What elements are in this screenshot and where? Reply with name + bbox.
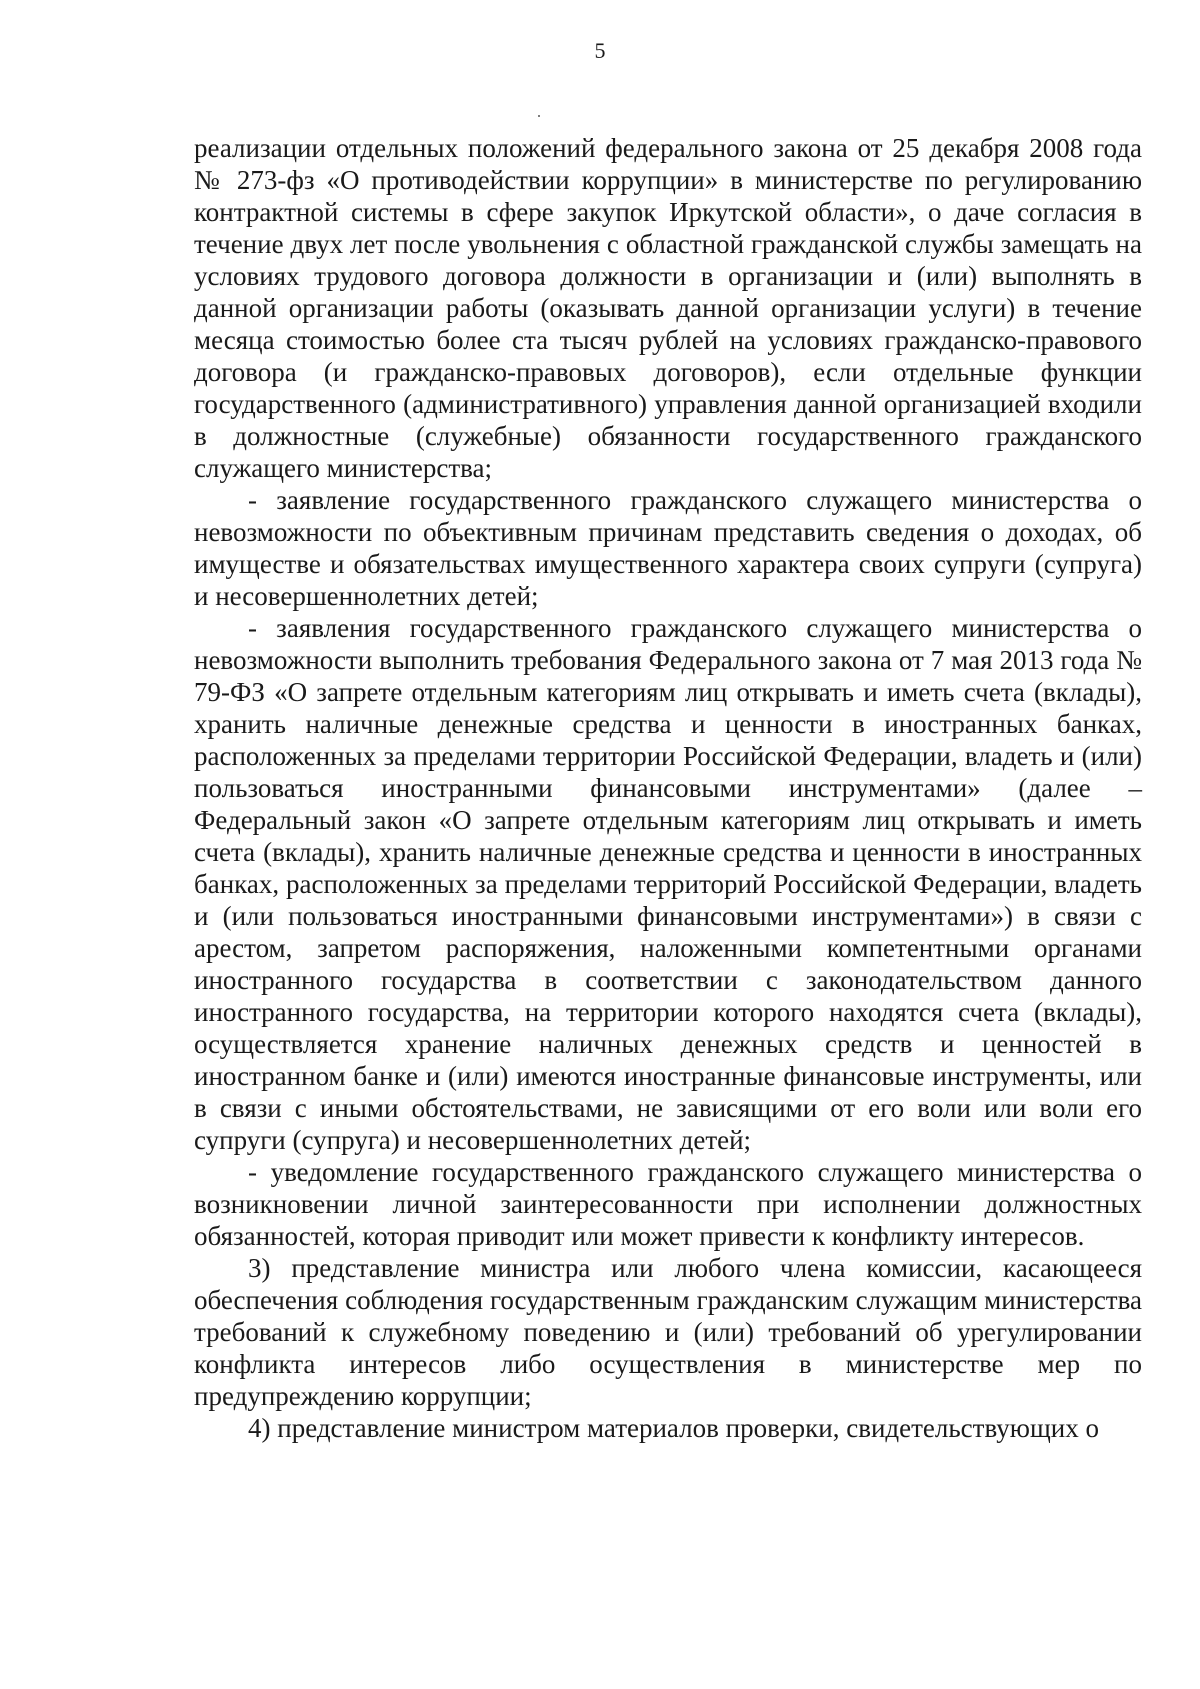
paragraph-item-3: 3) представление министра или любого члена комиссии, касающееся обеспечения соблюдения государственным гражданским служащим министерства требований к служебному поведению и (или) требований об урегулировании конфликта интересов либо осуществления в министерстве мер по предупреждению коррупции; [194, 1253, 1142, 1411]
page-number: 5 [594, 38, 606, 63]
paragraph-statement-income: - заявление государственного гражданского служащего министерства о невозможности по объективным причинам представить сведения о доходах, об имуществе и обязательствах имущественного характера своих супруги (супруга) и несовершеннолетних детей; [194, 485, 1142, 611]
paragraph-notice-conflict: - уведомление государственного гражданского служащего министерства о возникновении личной заинтересованности при исполнении должностных обязанностей, которая приводит или может привести к конфликту интересов. [194, 1157, 1142, 1251]
scan-speck [538, 115, 540, 117]
document-body [194, 132, 1142, 1444]
paragraph-item-4: 4) представление министром материалов проверки, свидетельствующих о [248, 1413, 1099, 1443]
paragraph-continuation: реализации отдельных положений федерального закона от 25 декабря 2008 года № 273-фз «О противодействии коррупции» в министерстве по регулированию контрактной системы в сфере закупок Иркутской области», о даче согласия в течение двух лет после увольнения с областной гражданской службы замещать на условиях трудового договора должности в организации и (или) выполнять в данной организации работы (оказывать данной организации услуги) в течение месяца стоимостью более ста тысяч рублей на условиях гражданско-правового договора (и гражданско-правовых договоров), если отдельные функции государственного (административного) управления данной организацией входили в должностные (служебные) обязанности государственного гражданского служащего министерства; [194, 133, 1142, 483]
paragraph-statement-foreign-accounts: - заявления государственного гражданского служащего министерства о невозможности выполнить требования Федерального закона от 7 мая 2013 года № 79-ФЗ «О запрете отдельным категориям лиц открывать и иметь счета (вклады), хранить наличные денежные средства и ценности в иностранных банках, расположенных за пределами территории Российской Федерации, владеть и (или) пользоваться иностранными финансовыми инструментами» (далее – Федеральный закон «О запрете отдельным категориям лиц открывать и иметь счета (вклады), хранить наличные денежные средства и ценности в иностранных банках, расположенных за пределами территорий Российской Федерации, владеть и (или пользоваться иностранными финансовыми инструментами») в связи с арестом, запретом распоряжения, наложенными компетентными органами иностранного государства в соответствии с законодательством данного иностранного государства, на территории которого находятся счета (вклады), осуществляется хранение наличных денежных средств и ценностей в иностранном банке и (или) имеются иностранные финансовые инструменты, или в связи с иными обстоятельствами, не зависящими от его воли или воли его супруги (супруга) и несовершеннолетних детей; [194, 613, 1142, 1155]
